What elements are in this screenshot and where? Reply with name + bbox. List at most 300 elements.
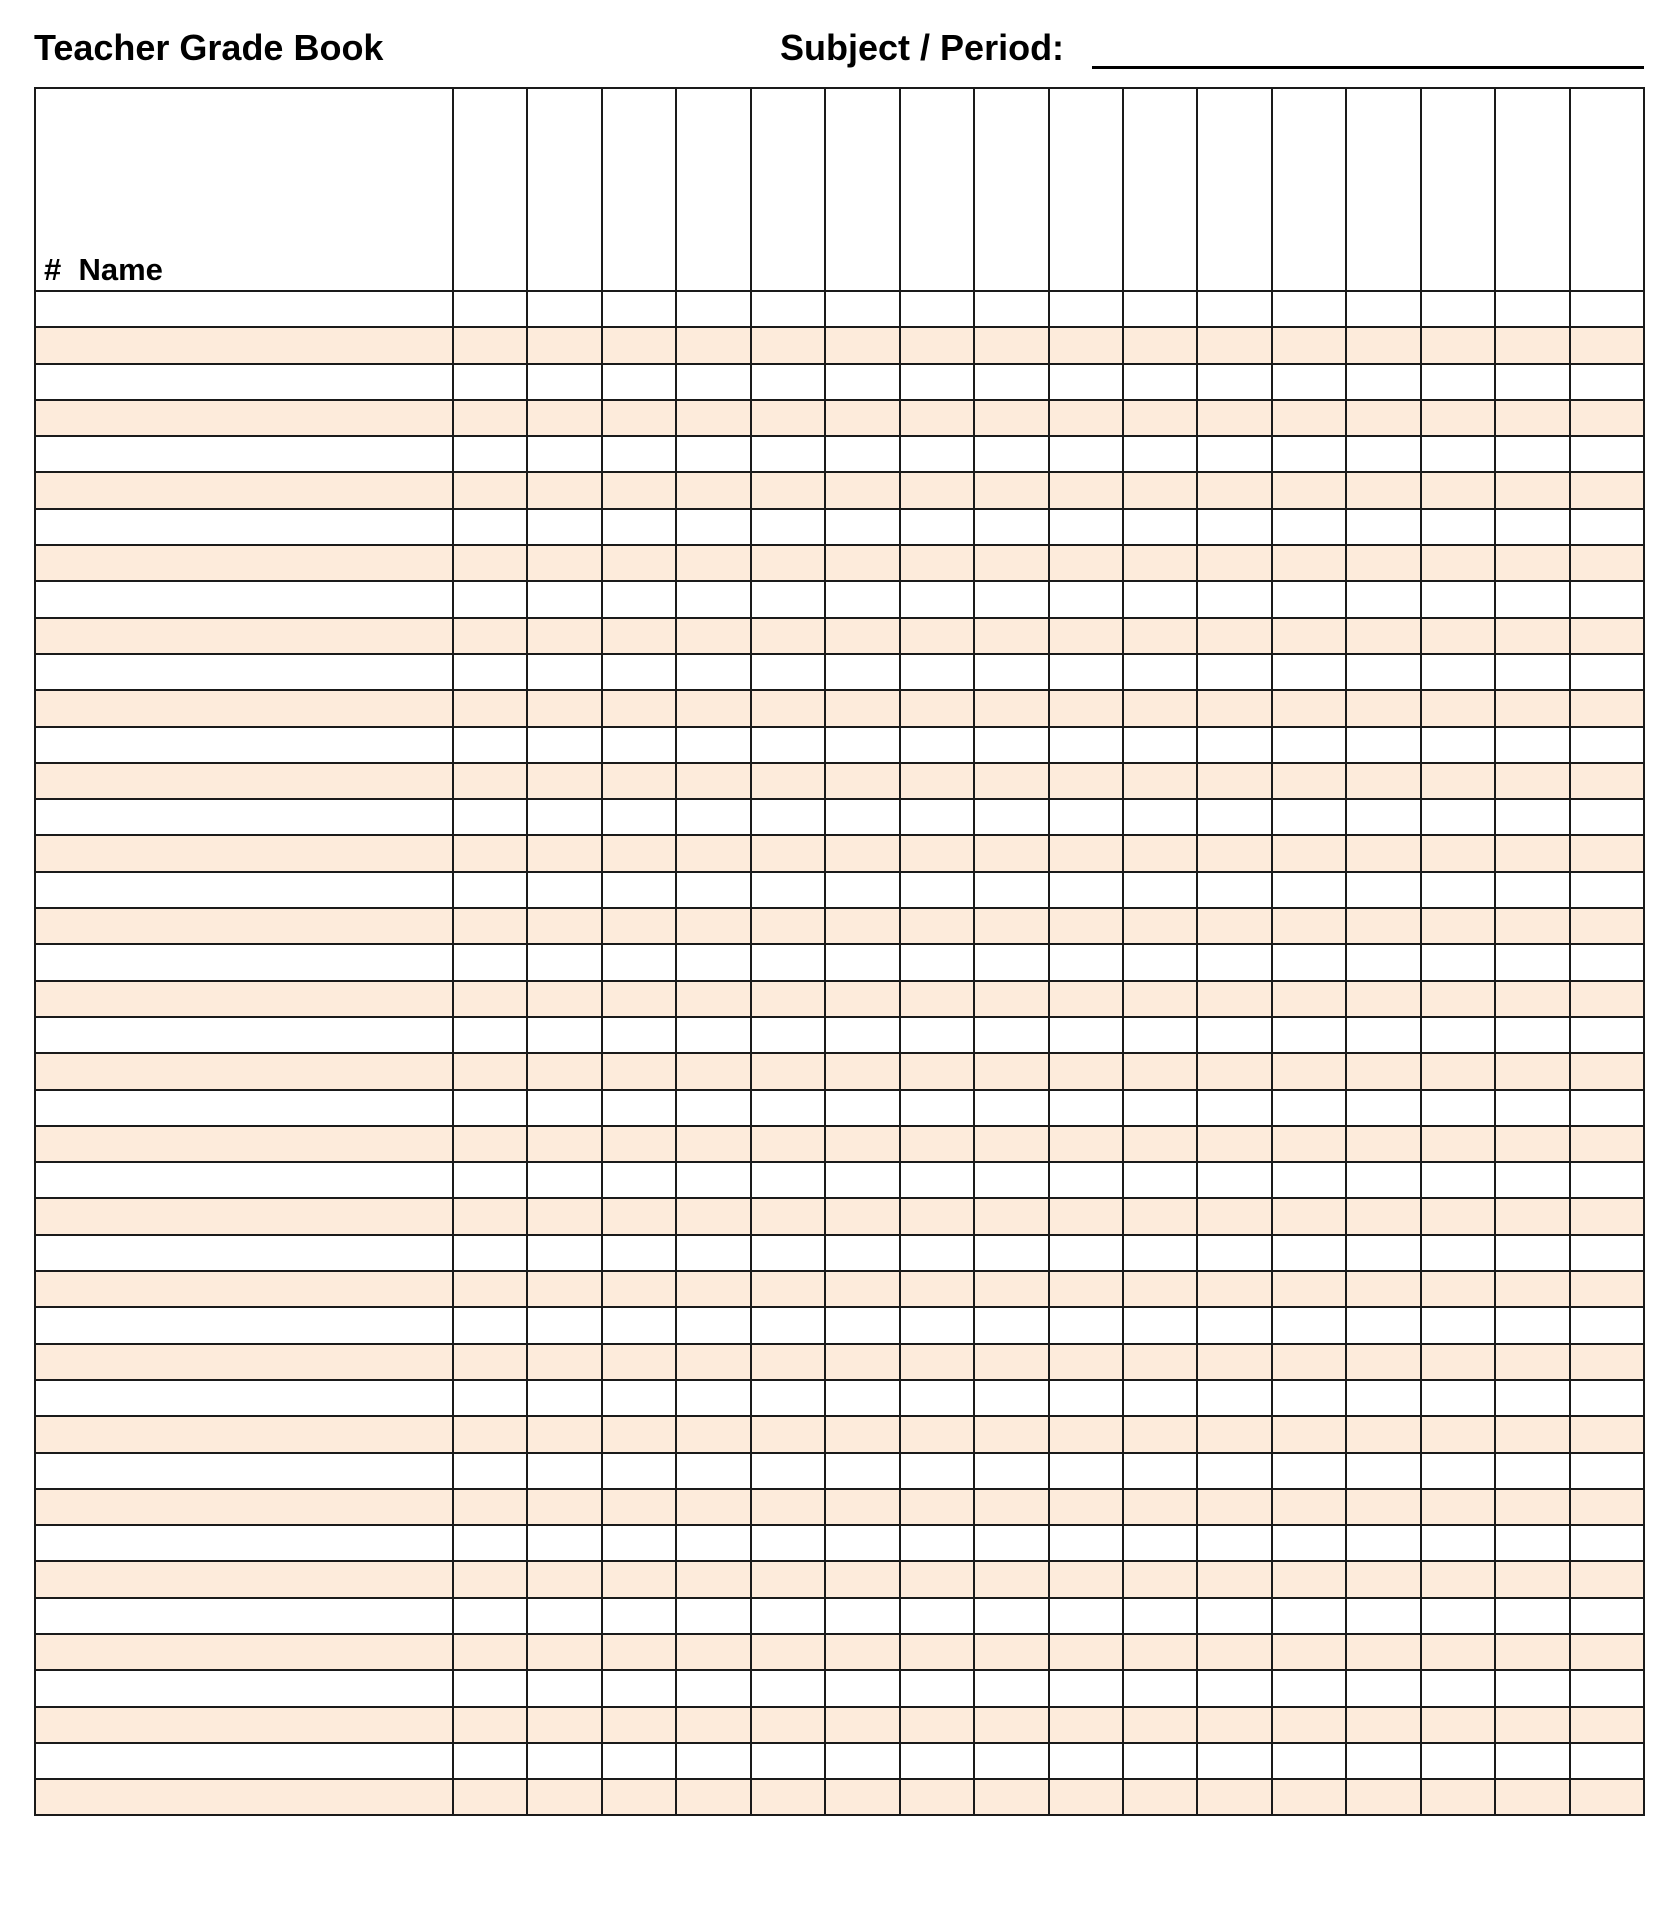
grade-cell[interactable]	[825, 545, 899, 581]
grade-cell[interactable]	[1570, 1525, 1644, 1561]
grade-cell[interactable]	[453, 1126, 527, 1162]
grade-cell[interactable]	[825, 509, 899, 545]
grade-cell[interactable]	[602, 872, 676, 908]
grade-cell[interactable]	[1346, 1670, 1420, 1706]
grade-cell[interactable]	[1570, 1779, 1644, 1815]
grade-cell[interactable]	[1049, 799, 1123, 835]
grade-cell[interactable]	[1049, 1198, 1123, 1234]
grade-cell[interactable]	[1123, 1344, 1197, 1380]
grade-cell[interactable]	[974, 1198, 1048, 1234]
grade-cell[interactable]	[974, 1126, 1048, 1162]
grade-cell[interactable]	[602, 400, 676, 436]
grade-cell[interactable]	[602, 1198, 676, 1234]
grade-cell[interactable]	[1123, 1561, 1197, 1597]
student-name-cell[interactable]	[35, 763, 453, 799]
grade-cell[interactable]	[1421, 727, 1495, 763]
grade-cell[interactable]	[1049, 690, 1123, 726]
grade-cell[interactable]	[527, 291, 601, 327]
grade-cell[interactable]	[1346, 727, 1420, 763]
grade-cell[interactable]	[602, 1634, 676, 1670]
grade-cell[interactable]	[676, 1489, 750, 1525]
grade-cell[interactable]	[602, 908, 676, 944]
grade-cell[interactable]	[1346, 1235, 1420, 1271]
grade-cell[interactable]	[1272, 509, 1346, 545]
student-name-cell[interactable]	[35, 690, 453, 726]
grade-cell[interactable]	[751, 799, 825, 835]
grade-cell[interactable]	[1570, 1416, 1644, 1452]
grade-cell[interactable]	[1272, 1634, 1346, 1670]
grade-cell[interactable]	[974, 690, 1048, 726]
grade-cell[interactable]	[974, 436, 1048, 472]
grade-cell[interactable]	[900, 1198, 974, 1234]
grade-cell[interactable]	[1421, 509, 1495, 545]
student-name-cell[interactable]	[35, 1126, 453, 1162]
grade-cell[interactable]	[751, 1453, 825, 1489]
grade-cell[interactable]	[1421, 1126, 1495, 1162]
grade-cell[interactable]	[1570, 981, 1644, 1017]
grade-cell[interactable]	[1123, 509, 1197, 545]
grade-cell[interactable]	[1049, 1453, 1123, 1489]
grade-cell[interactable]	[825, 1779, 899, 1815]
grade-cell[interactable]	[453, 1271, 527, 1307]
grade-cell[interactable]	[453, 1344, 527, 1380]
grade-cell[interactable]	[751, 1416, 825, 1452]
grade-cell[interactable]	[751, 509, 825, 545]
student-name-cell[interactable]	[35, 654, 453, 690]
grade-cell[interactable]	[974, 1634, 1048, 1670]
grade-cell[interactable]	[1049, 654, 1123, 690]
grade-cell[interactable]	[1049, 1598, 1123, 1634]
grade-cell[interactable]	[974, 1271, 1048, 1307]
grade-cell[interactable]	[676, 1235, 750, 1271]
grade-cell[interactable]	[1495, 1416, 1569, 1452]
grade-cell[interactable]	[527, 1598, 601, 1634]
grade-cell[interactable]	[900, 690, 974, 726]
grade-cell[interactable]	[1049, 1670, 1123, 1706]
grade-cell[interactable]	[602, 835, 676, 871]
grade-cell[interactable]	[676, 509, 750, 545]
grade-cell[interactable]	[825, 763, 899, 799]
grade-cell[interactable]	[1570, 364, 1644, 400]
assignment-header-cell[interactable]	[527, 88, 601, 291]
grade-cell[interactable]	[453, 1561, 527, 1597]
grade-cell[interactable]	[527, 1090, 601, 1126]
grade-cell[interactable]	[825, 1126, 899, 1162]
grade-cell[interactable]	[527, 1634, 601, 1670]
grade-cell[interactable]	[676, 1017, 750, 1053]
grade-cell[interactable]	[1495, 1453, 1569, 1489]
grade-cell[interactable]	[1495, 1561, 1569, 1597]
grade-cell[interactable]	[1197, 872, 1271, 908]
grade-cell[interactable]	[751, 1126, 825, 1162]
grade-cell[interactable]	[453, 654, 527, 690]
grade-cell[interactable]	[1495, 1743, 1569, 1779]
grade-cell[interactable]	[676, 872, 750, 908]
grade-cell[interactable]	[453, 835, 527, 871]
grade-cell[interactable]	[974, 1779, 1048, 1815]
grade-cell[interactable]	[1272, 1198, 1346, 1234]
grade-cell[interactable]	[676, 1162, 750, 1198]
grade-cell[interactable]	[1421, 291, 1495, 327]
student-name-cell[interactable]	[35, 1198, 453, 1234]
grade-cell[interactable]	[974, 763, 1048, 799]
grade-cell[interactable]	[527, 1235, 601, 1271]
assignment-header-cell[interactable]	[974, 88, 1048, 291]
grade-cell[interactable]	[602, 1489, 676, 1525]
grade-cell[interactable]	[1272, 1380, 1346, 1416]
grade-cell[interactable]	[900, 763, 974, 799]
grade-cell[interactable]	[1495, 291, 1569, 327]
grade-cell[interactable]	[1272, 654, 1346, 690]
grade-cell[interactable]	[527, 618, 601, 654]
grade-cell[interactable]	[602, 1090, 676, 1126]
grade-cell[interactable]	[676, 763, 750, 799]
grade-cell[interactable]	[825, 799, 899, 835]
grade-cell[interactable]	[1049, 509, 1123, 545]
grade-cell[interactable]	[1495, 1598, 1569, 1634]
grade-cell[interactable]	[1421, 581, 1495, 617]
grade-cell[interactable]	[1197, 1017, 1271, 1053]
grade-cell[interactable]	[602, 1779, 676, 1815]
grade-cell[interactable]	[453, 1053, 527, 1089]
student-name-cell[interactable]	[35, 981, 453, 1017]
grade-cell[interactable]	[1570, 327, 1644, 363]
grade-cell[interactable]	[1570, 1017, 1644, 1053]
grade-cell[interactable]	[1049, 1017, 1123, 1053]
grade-cell[interactable]	[900, 981, 974, 1017]
grade-cell[interactable]	[1570, 581, 1644, 617]
student-name-cell[interactable]	[35, 364, 453, 400]
grade-cell[interactable]	[1123, 1707, 1197, 1743]
grade-cell[interactable]	[1272, 1090, 1346, 1126]
grade-cell[interactable]	[602, 1017, 676, 1053]
grade-cell[interactable]	[825, 1670, 899, 1706]
grade-cell[interactable]	[751, 364, 825, 400]
grade-cell[interactable]	[1495, 327, 1569, 363]
grade-cell[interactable]	[527, 436, 601, 472]
grade-cell[interactable]	[1049, 1743, 1123, 1779]
grade-cell[interactable]	[1421, 1416, 1495, 1452]
grade-cell[interactable]	[676, 618, 750, 654]
grade-cell[interactable]	[900, 1344, 974, 1380]
grade-cell[interactable]	[1421, 908, 1495, 944]
grade-cell[interactable]	[1197, 1235, 1271, 1271]
grade-cell[interactable]	[1123, 1017, 1197, 1053]
grade-cell[interactable]	[825, 1380, 899, 1416]
grade-cell[interactable]	[1197, 1779, 1271, 1815]
grade-cell[interactable]	[1123, 872, 1197, 908]
grade-cell[interactable]	[825, 981, 899, 1017]
grade-cell[interactable]	[1421, 872, 1495, 908]
grade-cell[interactable]	[1049, 400, 1123, 436]
grade-cell[interactable]	[1049, 545, 1123, 581]
grade-cell[interactable]	[1049, 1344, 1123, 1380]
grade-cell[interactable]	[1421, 799, 1495, 835]
grade-cell[interactable]	[825, 872, 899, 908]
grade-cell[interactable]	[453, 1489, 527, 1525]
grade-cell[interactable]	[527, 1743, 601, 1779]
student-name-cell[interactable]	[35, 1053, 453, 1089]
grade-cell[interactable]	[527, 509, 601, 545]
grade-cell[interactable]	[974, 1416, 1048, 1452]
grade-cell[interactable]	[1421, 1525, 1495, 1561]
grade-cell[interactable]	[751, 1670, 825, 1706]
grade-cell[interactable]	[1570, 1090, 1644, 1126]
grade-cell[interactable]	[1123, 1307, 1197, 1343]
grade-cell[interactable]	[1197, 581, 1271, 617]
grade-cell[interactable]	[1346, 364, 1420, 400]
grade-cell[interactable]	[1421, 472, 1495, 508]
grade-cell[interactable]	[1197, 1380, 1271, 1416]
grade-cell[interactable]	[676, 1707, 750, 1743]
grade-cell[interactable]	[825, 727, 899, 763]
grade-cell[interactable]	[900, 545, 974, 581]
grade-cell[interactable]	[1570, 799, 1644, 835]
grade-cell[interactable]	[974, 1561, 1048, 1597]
student-name-cell[interactable]	[35, 908, 453, 944]
grade-cell[interactable]	[1049, 1090, 1123, 1126]
grade-cell[interactable]	[1570, 618, 1644, 654]
grade-cell[interactable]	[1346, 1307, 1420, 1343]
grade-cell[interactable]	[751, 618, 825, 654]
grade-cell[interactable]	[602, 1743, 676, 1779]
grade-cell[interactable]	[1123, 1779, 1197, 1815]
grade-cell[interactable]	[1049, 835, 1123, 871]
grade-cell[interactable]	[453, 944, 527, 980]
grade-cell[interactable]	[453, 1670, 527, 1706]
grade-cell[interactable]	[1197, 835, 1271, 871]
grade-cell[interactable]	[602, 618, 676, 654]
grade-cell[interactable]	[1049, 327, 1123, 363]
grade-cell[interactable]	[825, 1634, 899, 1670]
grade-cell[interactable]	[1272, 690, 1346, 726]
grade-cell[interactable]	[453, 799, 527, 835]
grade-cell[interactable]	[900, 1017, 974, 1053]
student-name-cell[interactable]	[35, 291, 453, 327]
student-name-cell[interactable]	[35, 1090, 453, 1126]
grade-cell[interactable]	[602, 1307, 676, 1343]
grade-cell[interactable]	[676, 1053, 750, 1089]
grade-cell[interactable]	[1272, 1743, 1346, 1779]
grade-cell[interactable]	[825, 1307, 899, 1343]
grade-cell[interactable]	[602, 581, 676, 617]
grade-cell[interactable]	[527, 1126, 601, 1162]
student-name-cell[interactable]	[35, 1634, 453, 1670]
grade-cell[interactable]	[1049, 1561, 1123, 1597]
grade-cell[interactable]	[527, 364, 601, 400]
grade-cell[interactable]	[1049, 1053, 1123, 1089]
grade-cell[interactable]	[1197, 1707, 1271, 1743]
grade-cell[interactable]	[1346, 1598, 1420, 1634]
grade-cell[interactable]	[1197, 981, 1271, 1017]
student-name-cell[interactable]	[35, 1779, 453, 1815]
grade-cell[interactable]	[453, 1090, 527, 1126]
grade-cell[interactable]	[751, 690, 825, 726]
grade-cell[interactable]	[1495, 581, 1569, 617]
subject-period-field[interactable]	[1092, 66, 1644, 69]
grade-cell[interactable]	[974, 1235, 1048, 1271]
grade-cell[interactable]	[1272, 618, 1346, 654]
grade-cell[interactable]	[825, 618, 899, 654]
grade-cell[interactable]	[1049, 981, 1123, 1017]
grade-cell[interactable]	[900, 1525, 974, 1561]
grade-cell[interactable]	[974, 727, 1048, 763]
grade-cell[interactable]	[1123, 1598, 1197, 1634]
grade-cell[interactable]	[1272, 835, 1346, 871]
grade-cell[interactable]	[1123, 835, 1197, 871]
grade-cell[interactable]	[1495, 1779, 1569, 1815]
assignment-header-cell[interactable]	[1123, 88, 1197, 291]
grade-cell[interactable]	[1197, 364, 1271, 400]
grade-cell[interactable]	[1421, 618, 1495, 654]
grade-cell[interactable]	[1570, 1271, 1644, 1307]
grade-cell[interactable]	[453, 1634, 527, 1670]
grade-cell[interactable]	[676, 1453, 750, 1489]
assignment-header-cell[interactable]	[676, 88, 750, 291]
grade-cell[interactable]	[1049, 364, 1123, 400]
assignment-header-cell[interactable]	[1346, 88, 1420, 291]
grade-cell[interactable]	[453, 727, 527, 763]
grade-cell[interactable]	[1197, 400, 1271, 436]
grade-cell[interactable]	[602, 1380, 676, 1416]
grade-cell[interactable]	[825, 1525, 899, 1561]
grade-cell[interactable]	[1421, 1307, 1495, 1343]
grade-cell[interactable]	[1049, 1489, 1123, 1525]
grade-cell[interactable]	[1197, 1453, 1271, 1489]
grade-cell[interactable]	[1346, 618, 1420, 654]
grade-cell[interactable]	[1049, 1416, 1123, 1452]
grade-cell[interactable]	[1570, 1344, 1644, 1380]
grade-cell[interactable]	[900, 581, 974, 617]
grade-cell[interactable]	[676, 581, 750, 617]
grade-cell[interactable]	[751, 1090, 825, 1126]
grade-cell[interactable]	[1123, 436, 1197, 472]
grade-cell[interactable]	[825, 1743, 899, 1779]
student-name-cell[interactable]	[35, 1017, 453, 1053]
grade-cell[interactable]	[974, 1090, 1048, 1126]
grade-cell[interactable]	[1570, 1053, 1644, 1089]
grade-cell[interactable]	[900, 1743, 974, 1779]
grade-cell[interactable]	[1421, 1198, 1495, 1234]
grade-cell[interactable]	[527, 908, 601, 944]
grade-cell[interactable]	[1123, 1489, 1197, 1525]
grade-cell[interactable]	[1495, 1235, 1569, 1271]
grade-cell[interactable]	[1346, 581, 1420, 617]
grade-cell[interactable]	[974, 1489, 1048, 1525]
grade-cell[interactable]	[1346, 799, 1420, 835]
grade-cell[interactable]	[900, 327, 974, 363]
assignment-header-cell[interactable]	[825, 88, 899, 291]
grade-cell[interactable]	[1346, 327, 1420, 363]
grade-cell[interactable]	[1197, 436, 1271, 472]
grade-cell[interactable]	[1495, 1344, 1569, 1380]
grade-cell[interactable]	[974, 1053, 1048, 1089]
grade-cell[interactable]	[602, 1126, 676, 1162]
grade-cell[interactable]	[1495, 1017, 1569, 1053]
grade-cell[interactable]	[1272, 1707, 1346, 1743]
grade-cell[interactable]	[1123, 654, 1197, 690]
grade-cell[interactable]	[1272, 1416, 1346, 1452]
grade-cell[interactable]	[676, 291, 750, 327]
grade-cell[interactable]	[1049, 1126, 1123, 1162]
grade-cell[interactable]	[1123, 1634, 1197, 1670]
grade-cell[interactable]	[1346, 944, 1420, 980]
grade-cell[interactable]	[900, 727, 974, 763]
grade-cell[interactable]	[1346, 1017, 1420, 1053]
student-name-cell[interactable]	[35, 1561, 453, 1597]
grade-cell[interactable]	[1049, 1707, 1123, 1743]
student-name-cell[interactable]	[35, 1453, 453, 1489]
grade-cell[interactable]	[1123, 1453, 1197, 1489]
grade-cell[interactable]	[900, 654, 974, 690]
grade-cell[interactable]	[1495, 509, 1569, 545]
grade-cell[interactable]	[602, 654, 676, 690]
grade-cell[interactable]	[676, 654, 750, 690]
grade-cell[interactable]	[676, 400, 750, 436]
grade-cell[interactable]	[1123, 1380, 1197, 1416]
assignment-header-cell[interactable]	[751, 88, 825, 291]
grade-cell[interactable]	[1570, 1489, 1644, 1525]
student-name-cell[interactable]	[35, 436, 453, 472]
student-name-cell[interactable]	[35, 1743, 453, 1779]
grade-cell[interactable]	[1421, 1090, 1495, 1126]
grade-cell[interactable]	[1495, 1126, 1569, 1162]
grade-cell[interactable]	[527, 1779, 601, 1815]
grade-cell[interactable]	[1272, 1053, 1346, 1089]
grade-cell[interactable]	[1570, 545, 1644, 581]
grade-cell[interactable]	[1197, 1307, 1271, 1343]
student-name-cell[interactable]	[35, 835, 453, 871]
grade-cell[interactable]	[1495, 763, 1569, 799]
grade-cell[interactable]	[602, 799, 676, 835]
grade-cell[interactable]	[527, 1670, 601, 1706]
grade-cell[interactable]	[751, 727, 825, 763]
grade-cell[interactable]	[1049, 944, 1123, 980]
grade-cell[interactable]	[1197, 654, 1271, 690]
grade-cell[interactable]	[1346, 690, 1420, 726]
grade-cell[interactable]	[676, 727, 750, 763]
grade-cell[interactable]	[1272, 364, 1346, 400]
grade-cell[interactable]	[974, 944, 1048, 980]
grade-cell[interactable]	[1421, 944, 1495, 980]
grade-cell[interactable]	[751, 545, 825, 581]
grade-cell[interactable]	[453, 1198, 527, 1234]
grade-cell[interactable]	[453, 581, 527, 617]
grade-cell[interactable]	[974, 835, 1048, 871]
grade-cell[interactable]	[751, 1017, 825, 1053]
grade-cell[interactable]	[1421, 763, 1495, 799]
grade-cell[interactable]	[676, 1525, 750, 1561]
grade-cell[interactable]	[900, 944, 974, 980]
grade-cell[interactable]	[1495, 1162, 1569, 1198]
grade-cell[interactable]	[453, 1453, 527, 1489]
grade-cell[interactable]	[1495, 472, 1569, 508]
grade-cell[interactable]	[527, 1271, 601, 1307]
grade-cell[interactable]	[1272, 291, 1346, 327]
grade-cell[interactable]	[527, 545, 601, 581]
grade-cell[interactable]	[453, 545, 527, 581]
grade-cell[interactable]	[453, 1779, 527, 1815]
grade-cell[interactable]	[602, 436, 676, 472]
grade-cell[interactable]	[1346, 1634, 1420, 1670]
grade-cell[interactable]	[1495, 981, 1569, 1017]
grade-cell[interactable]	[1197, 690, 1271, 726]
grade-cell[interactable]	[1346, 1707, 1420, 1743]
grade-cell[interactable]	[527, 799, 601, 835]
grade-cell[interactable]	[825, 690, 899, 726]
assignment-header-cell[interactable]	[1272, 88, 1346, 291]
grade-cell[interactable]	[825, 1489, 899, 1525]
